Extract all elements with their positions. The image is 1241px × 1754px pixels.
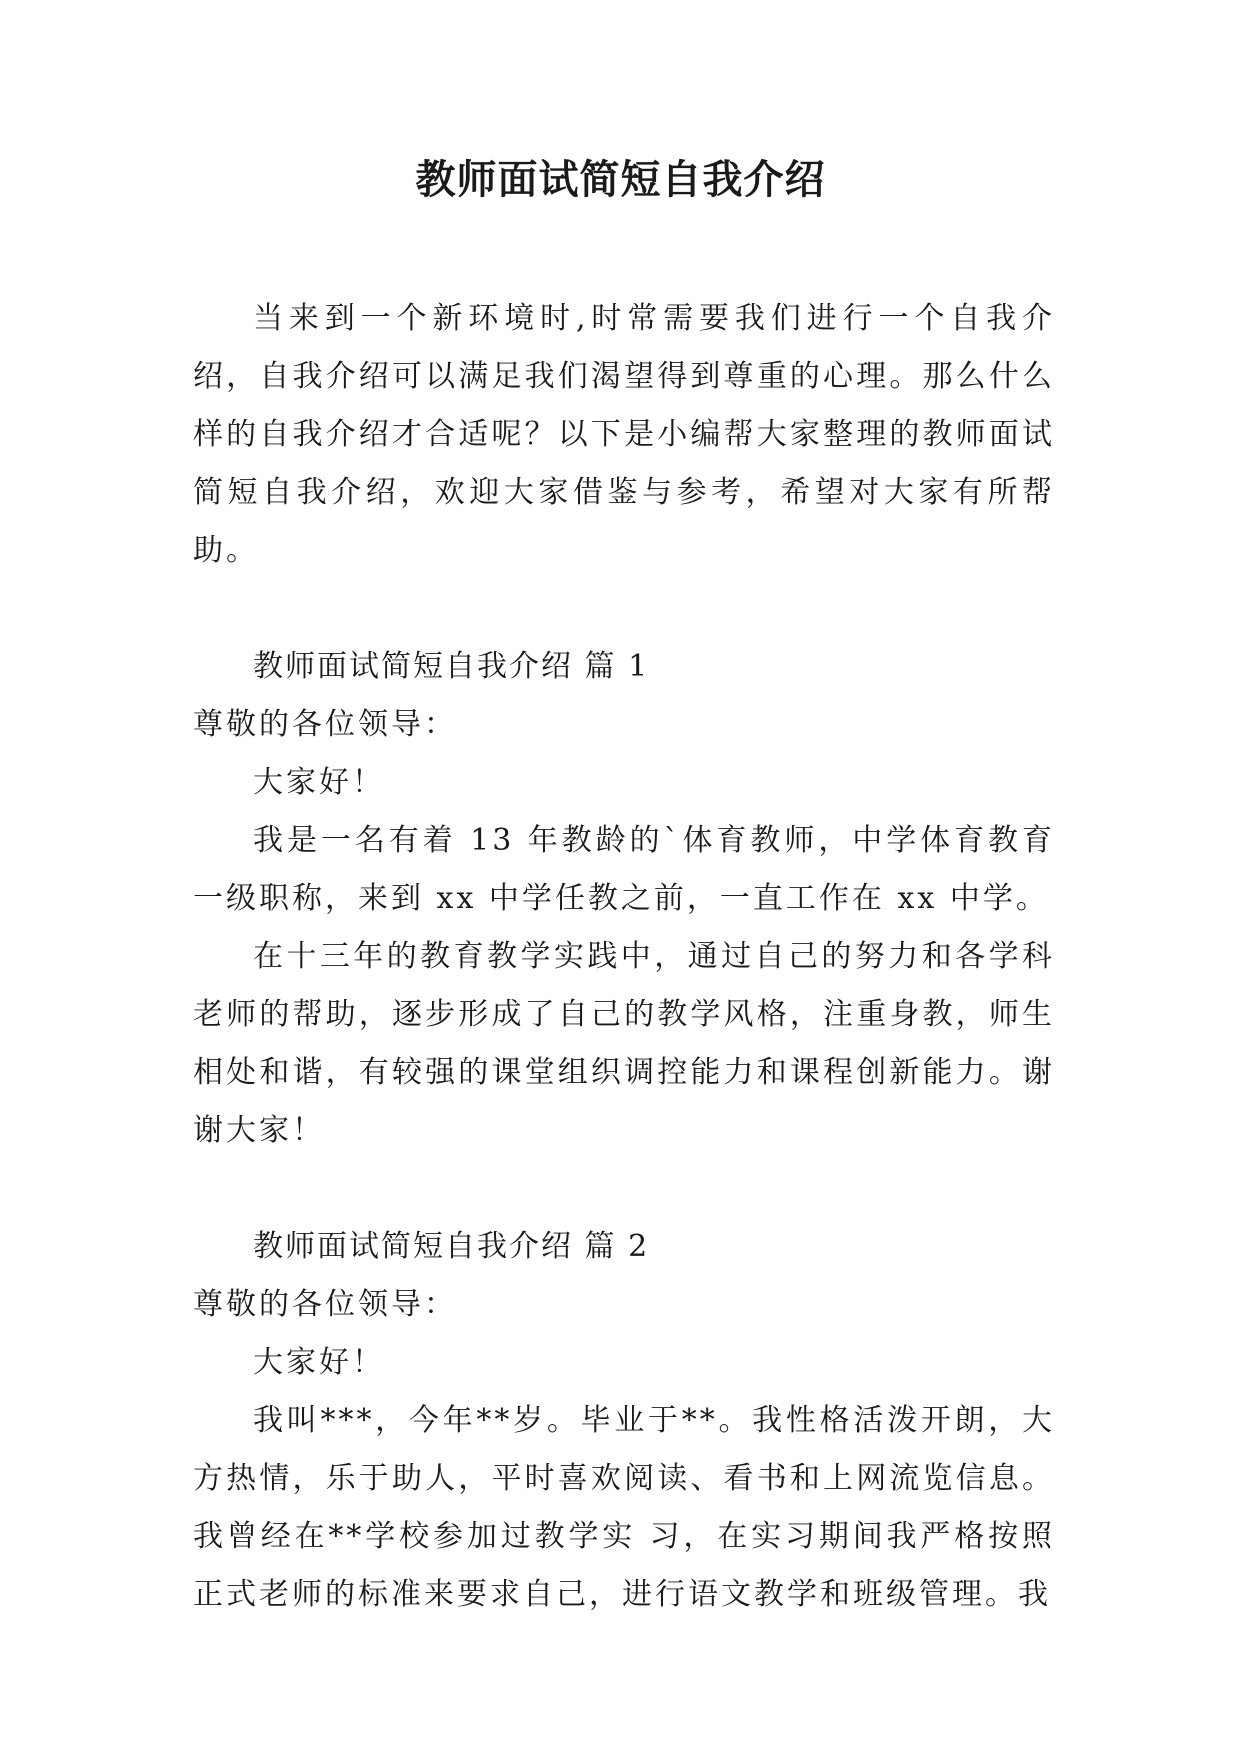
section-1 [193,638,1055,1160]
section-2 [193,1218,1055,1624]
section-heading: 教师面试简短自我介绍 篇 2 [253,1229,650,1264]
body-paragraph: 我叫***，今年**岁。毕业于**。我性格活泼开朗，大方热情，乐于助人，平时喜欢阅读、看书和上网流览信息。我曾经在**学校参加过教学实 习，在实习期间我严格按照正式老师的标准来要求自己，进行语文教学和班级管理。我 [193,1403,1055,1612]
body-paragraph: 我是一名有着 13 年教龄的`体育教师，中学体育教育一级职称，来到 xx 中学任教之前，一直工作在 xx 中学。 [193,823,1055,916]
salutation: 尊敬的各位领导： [193,707,457,742]
document-body [193,290,1055,1624]
salutation: 尊敬的各位领导： [193,1287,457,1322]
document-title: 教师面试简短自我介绍 [415,157,826,203]
greeting: 大家好！ [253,765,385,800]
section-heading: 教师面试简短自我介绍 篇 1 [253,649,650,684]
greeting: 大家好！ [253,1345,385,1380]
intro-paragraph: 当来到一个新环境时,时常需要我们进行一个自我介绍，自我介绍可以满足我们渴望得到尊重的心理。那么什么样的自我介绍才合适呢？以下是小编帮大家整理的教师面试简短自我介绍，欢迎大家借鉴与参考，希望对大家有所帮助。 [193,301,1055,568]
body-paragraph: 在十三年的教育教学实践中，通过自己的努力和各学科老师的帮助，逐步形成了自己的教学风格，注重身教，师生相处和谐，有较强的课堂组织调控能力和课程创新能力。谢谢大家！ [193,939,1055,1148]
